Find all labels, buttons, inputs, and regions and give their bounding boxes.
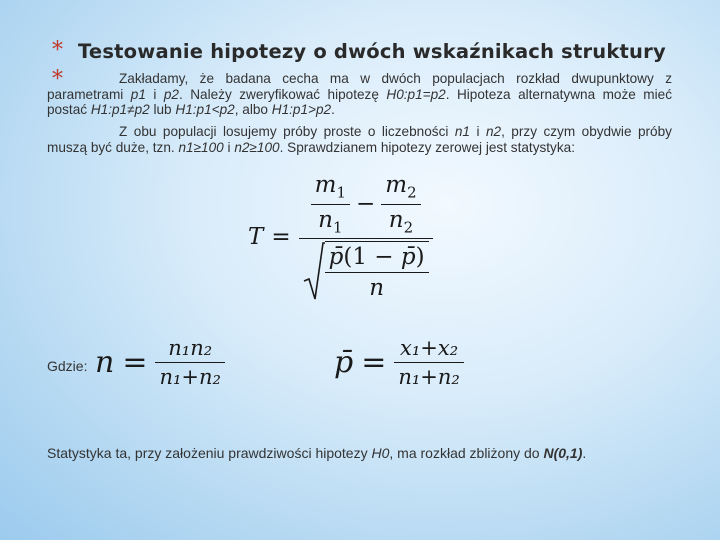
slide-title: Testowanie hipotezy o dwóch wskaźnikach struktury [78,40,666,63]
bullet-star: * [52,38,63,63]
radical-sign [303,241,325,301]
paragraph-samples: Z obu populacji losujemy próby proste o liczebności n1 i n2, przy czym obydwie próby muszą być duże, tzn. n1≥100 i n2≥100. Sprawdzianem hipotezy zerowej jest statystyka: [47,124,672,155]
paragraph-conclusion: Statystyka ta, przy założeniu prawdziwości hipotezy H0, ma rozkład zbliżony do N(0,1). [47,445,587,461]
gdzie-label: Gdzie: [47,358,88,374]
paragraph-assumptions: Zakładamy, że badana cecha ma w dwóch populacjach rozkład dwupunktowy z parametrami p1 i p2. Należy zweryfikować hipotezę H0:p1=p2. Hipoteza alternatywna może mieć postać H1:p1≠p2 lub H1:p1<p2, albo H1:p1>p2. [47,71,673,117]
bullet-star: * [52,67,63,92]
formula-test-statistic: T = $\frac{m_1}{n_1}$ − $\frac{m_2}{n_2}$ $\frac{p̄(1 - p̄)}{n}$ [248,172,433,301]
formula-p-bar: p̄ = $\frac{\text{x₁+x₂}}{\text{n₁+n₂}}$ [334,336,464,389]
formula-n: n = $\frac{\text{n₁n₂}}{\text{n₁+n₂}}$ [95,336,225,389]
